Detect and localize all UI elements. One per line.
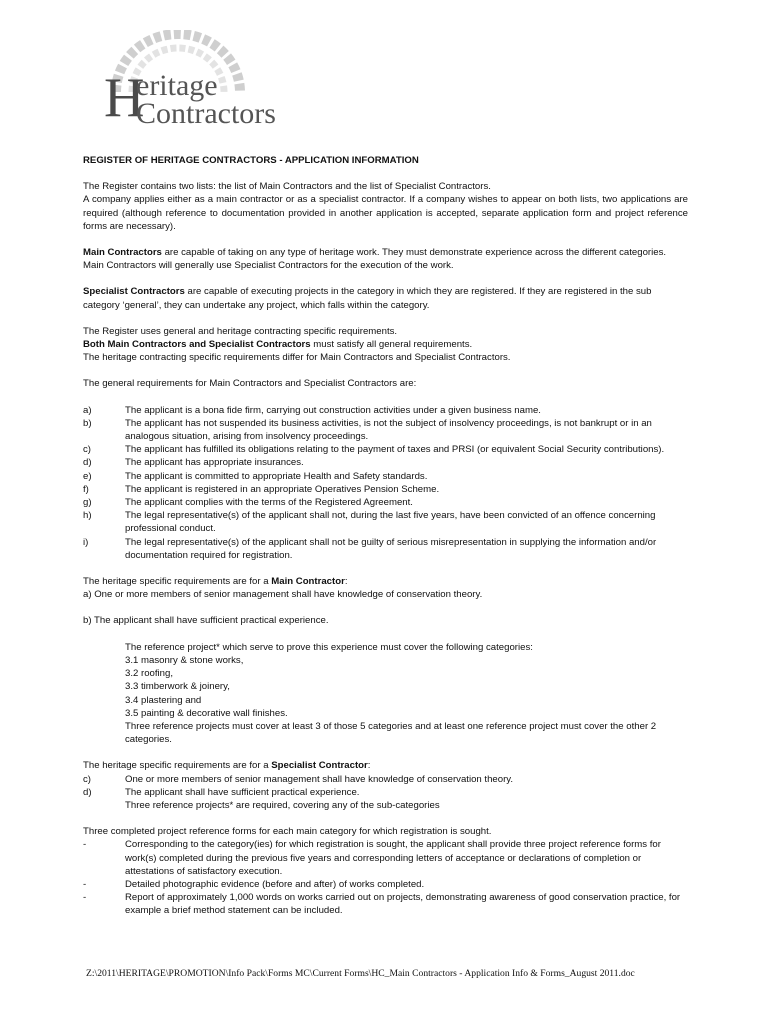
intro-line-1: The Register contains two lists: the list of Main Contractors and the list of Specialist Contractors. bbox=[83, 181, 491, 193]
category-item: 3.3 timberwork & joinery, bbox=[125, 681, 230, 693]
list-item-text: The legal representative(s) of the applicant shall not be guilty of serious misrepresentation in supplying the information and/or documentation required for registration. bbox=[125, 536, 657, 561]
specialist-specific-intro-post: : bbox=[367, 760, 371, 772]
reference-intro: The reference project* which serve to prove this experience must cover the following categories: bbox=[125, 641, 533, 653]
main-contractors-text-1: are capable of taking on any type of heritage work. They must demonstrate experience across the different categories. bbox=[161, 247, 667, 259]
specialist-contractors-paragraph bbox=[83, 285, 688, 311]
list-item bbox=[83, 509, 688, 535]
list-item-text: The applicant has appropriate insurances. bbox=[125, 457, 304, 469]
list-item bbox=[83, 470, 688, 483]
uses-line-2 bbox=[83, 338, 688, 351]
category-item: 3.1 masonry & stone works, bbox=[125, 654, 244, 666]
list-item-marker: f) bbox=[83, 483, 89, 495]
list-item-marker: c) bbox=[83, 444, 91, 456]
list-item-marker: a) bbox=[83, 404, 92, 416]
list-item bbox=[83, 878, 688, 891]
list-item-marker: b) bbox=[83, 417, 92, 429]
list-item bbox=[83, 891, 688, 917]
list-item-marker: - bbox=[83, 878, 87, 890]
specialist-contractors-text: are capable of executing projects in the category in which they are registered. If they are registered in the sub category ‘general’, they can undertake any project, which falls within the category. bbox=[83, 286, 652, 311]
list-item-marker: i) bbox=[83, 536, 89, 548]
uses-line-1: The Register uses general and heritage contracting specific requirements. bbox=[83, 325, 398, 337]
logo-word-contractors: Contractors bbox=[136, 97, 276, 130]
list-item-text: The applicant has not suspended its business activities, is not the subject of insolvency proceedings, is not bankrupt or in an analogous situation, arising from insolvency proceedings. bbox=[125, 417, 652, 443]
general-requirements-list bbox=[83, 404, 688, 562]
general-requirements-intro: The general requirements for Main Contractors and Specialist Contractors are: bbox=[83, 378, 417, 390]
list-item bbox=[83, 838, 688, 878]
list-item bbox=[83, 496, 688, 509]
list-item-text: Detailed photographic evidence (before and after) of works completed. bbox=[125, 878, 425, 890]
list-item bbox=[83, 483, 688, 496]
document-body bbox=[83, 154, 688, 918]
list-item-text: Corresponding to the category(ies) for which registration is sought, the applicant shall provide three project reference forms for work(s) completed during the previous five years and corresponding letters of acceptance or declarations of completion or attestations of satisfactory execution. bbox=[125, 839, 661, 877]
page-title: REGISTER OF HERITAGE CONTRACTORS - APPLICATION INFORMATION bbox=[83, 155, 419, 166]
list-item bbox=[83, 443, 688, 456]
list-item-marker: h) bbox=[83, 510, 92, 522]
reference-note: Three reference projects must cover at least 3 of those 5 categories and at least one reference project must cover the other 2 categories. bbox=[125, 720, 657, 746]
intro-line-2: A company applies either as a main contractor or as a specialist contractor. If a company wishes to appear on both lists, two applications are required (although reference to documentation provided in another application is accepted, separate application form and project reference forms are necessary). bbox=[83, 194, 688, 232]
main-specific-intro-pre: The heritage specific requirements are for a bbox=[83, 576, 272, 588]
specialist-contractors-term: Specialist Contractors bbox=[83, 286, 185, 298]
completed-forms-list bbox=[83, 838, 688, 917]
specialist-specific-intro-pre: The heritage specific requirements are for a bbox=[83, 760, 272, 772]
list-item bbox=[83, 404, 688, 417]
category-item: 3.2 roofing, bbox=[125, 668, 174, 680]
list-item-text: One or more members of senior management shall have knowledge of conservation theory. bbox=[125, 773, 514, 785]
list-item-text: The applicant is a bona fide firm, carrying out construction activities under a given business name. bbox=[125, 404, 541, 416]
main-specific-intro-bold: Main Contractor bbox=[271, 576, 345, 588]
file-path-footer: Z:\2011\HERITAGE\PROMOTION\Info Pack\Forms MC\Current Forms\HC_Main Contractors - Application Info & Forms_August 2011.doc bbox=[86, 968, 635, 979]
heritage-contractors-logo bbox=[98, 30, 288, 130]
uses-line-2-bold: Both Main Contractors and Specialist Contractors bbox=[83, 339, 311, 351]
main-specific-b: b) The applicant shall have sufficient practical experience. bbox=[83, 615, 329, 627]
list-item-text: Report of approximately 1,000 words on works carried out on projects, demonstrating awareness of good conservation practice, for example a brief method statement can be included. bbox=[125, 892, 681, 917]
main-specific-intro bbox=[83, 575, 688, 588]
logo-word-heritage: eritage bbox=[136, 69, 218, 102]
list-item bbox=[83, 786, 688, 799]
logo-initial: H bbox=[104, 67, 145, 129]
list-item-text: The applicant complies with the terms of the Registered Agreement. bbox=[125, 497, 413, 509]
list-item-marker: d) bbox=[83, 786, 92, 798]
list-item-marker: g) bbox=[83, 497, 92, 509]
list-item bbox=[83, 536, 688, 562]
uses-line-2-rest: must satisfy all general requirements. bbox=[310, 339, 473, 351]
specialist-specific-intro-bold: Specialist Contractor bbox=[271, 760, 368, 772]
main-contractors-term: Main Contractors bbox=[83, 247, 162, 259]
list-item bbox=[83, 417, 688, 443]
list-item-text: The applicant is registered in an appropriate Operatives Pension Scheme. bbox=[125, 483, 440, 495]
list-item-text: The applicant has fulfilled its obligations relating to the payment of taxes and PRSI (or equivalent Social Security contributions). bbox=[125, 444, 665, 456]
list-item bbox=[83, 456, 688, 469]
main-specific-intro-post: : bbox=[344, 576, 348, 588]
reference-project-block bbox=[83, 641, 688, 747]
main-contractors-paragraph bbox=[83, 246, 688, 259]
list-item-text: The legal representative(s) of the applicant shall not, during the last five years, have been convicted of an offence concerning professional conduct. bbox=[125, 510, 656, 535]
list-item-text: The applicant shall have sufficient practical experience. bbox=[125, 786, 360, 798]
category-item: 3.5 painting & decorative wall finishes. bbox=[125, 707, 288, 719]
specialist-specific-intro bbox=[83, 759, 688, 772]
list-item-marker: d) bbox=[83, 457, 92, 469]
specialist-note: Three reference projects* are required, covering any of the sub-categories bbox=[125, 799, 440, 811]
list-item-marker: e) bbox=[83, 470, 92, 482]
main-specific-a: a) One or more members of senior management shall have knowledge of conservation theory. bbox=[83, 589, 483, 601]
list-item-text: The applicant is committed to appropriate Health and Safety standards. bbox=[125, 470, 428, 482]
list-item bbox=[83, 773, 688, 786]
category-list bbox=[125, 654, 688, 720]
category-item: 3.4 plastering and bbox=[125, 694, 202, 706]
list-item-marker: - bbox=[83, 892, 87, 904]
list-item-marker: - bbox=[83, 839, 87, 851]
uses-line-3: The heritage contracting specific requirements differ for Main Contractors and Specialist Contractors. bbox=[83, 352, 511, 364]
completed-forms-intro: Three completed project reference forms for each main category for which registration is sought. bbox=[83, 826, 492, 838]
list-item-marker: c) bbox=[83, 773, 91, 785]
specialist-requirements-list bbox=[83, 773, 688, 799]
main-contractors-text-2: Main Contractors will generally use Specialist Contractors for the execution of the work. bbox=[83, 260, 454, 272]
